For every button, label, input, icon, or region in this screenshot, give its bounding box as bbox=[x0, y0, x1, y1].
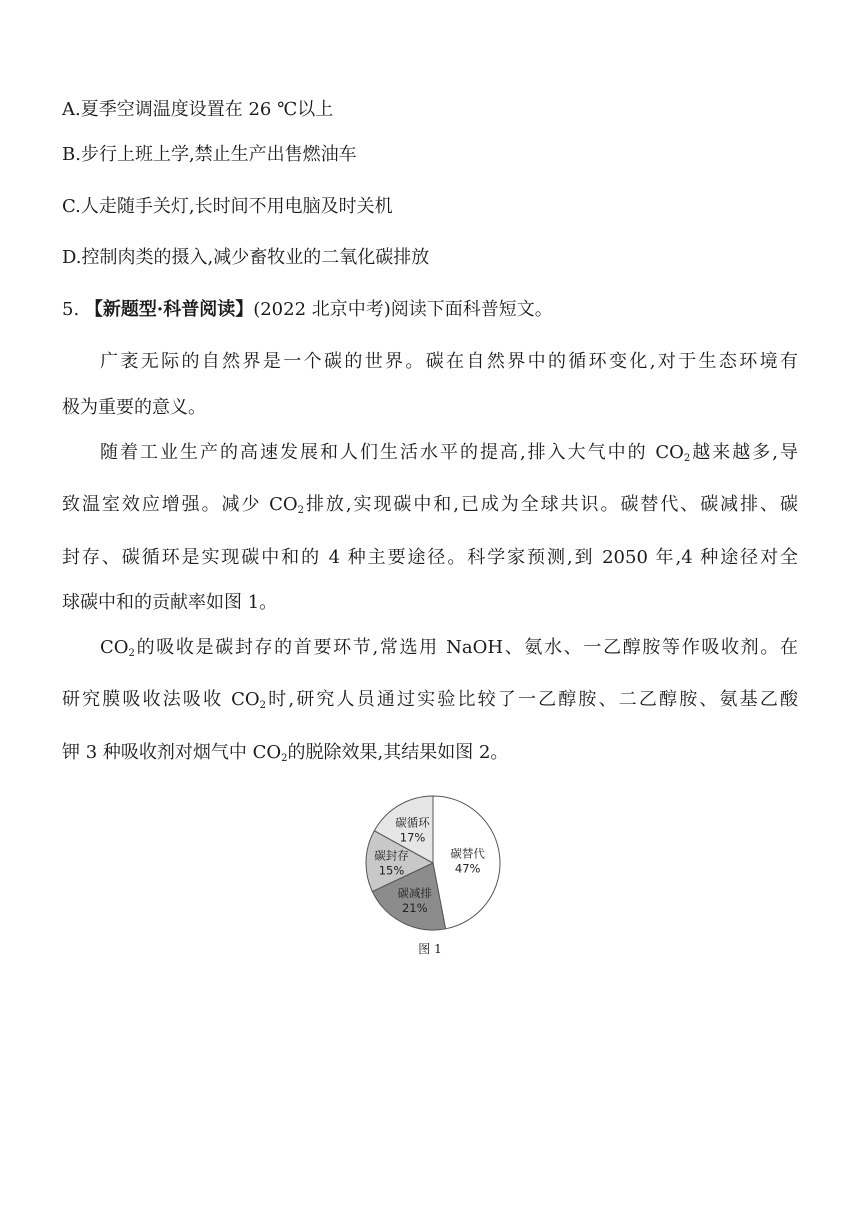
text-run: 致温室效应增强。减少 CO bbox=[62, 494, 298, 515]
pie-slice-value-label: 47% bbox=[454, 861, 481, 876]
text-run: 研究膜吸收法吸收 CO bbox=[62, 689, 260, 710]
figure-1-caption: 图 1 bbox=[418, 942, 442, 956]
paragraph-line: 广袤无际的自然界是一个碳的世界。碳在自然界中的循环变化,对于生态环境有 bbox=[100, 351, 798, 372]
pie-slice-value-label: 17% bbox=[399, 830, 426, 845]
text-run: 的脱除效果,其结果如图 2。 bbox=[287, 742, 509, 763]
text-run: 随着工业生产的高速发展和人们生活水平的提高,排入大气中的 CO bbox=[100, 442, 684, 463]
question-5-header bbox=[62, 298, 553, 322]
paragraph-line bbox=[62, 688, 798, 712]
paragraph-line bbox=[100, 636, 798, 660]
paragraph-line: 极为重要的意义。 bbox=[62, 397, 206, 418]
text-run: CO bbox=[100, 637, 129, 658]
paragraph-line: 封存、碳循环是实现碳中和的 4 种主要途径。科学家预测,到 2050 年,4 种途径对全 bbox=[62, 547, 798, 568]
pie-slice-value-label: 15% bbox=[378, 863, 405, 878]
question-tag: 【新题型·科普阅读】 bbox=[84, 299, 254, 320]
subscript: 2 bbox=[297, 505, 305, 516]
pie-slice-value-label: 21% bbox=[401, 900, 428, 915]
pie-slice-category-label: 碳替代 bbox=[450, 846, 485, 861]
option-a: A.夏季空调温度设置在 26 ℃以上 bbox=[62, 99, 334, 120]
subscript: 2 bbox=[281, 753, 288, 764]
option-d: D.控制肉类的摄入,减少畜牧业的二氧化碳排放 bbox=[62, 247, 430, 268]
pie-slice-category-label: 碳封存 bbox=[374, 848, 409, 863]
subscript: 2 bbox=[683, 453, 691, 464]
paragraph-line: 球碳中和的贡献率如图 1。 bbox=[62, 592, 278, 613]
paragraph-line bbox=[100, 441, 798, 465]
question-number: 5. bbox=[62, 299, 80, 320]
pie-slice-category-label: 碳循环 bbox=[395, 815, 430, 830]
text-run: 排放,实现碳中和,已成为全球共识。碳替代、碳减排、碳 bbox=[304, 494, 798, 515]
question-source: (2022 北京中考)阅读下面科普短文。 bbox=[253, 299, 553, 320]
subscript: 2 bbox=[259, 700, 267, 711]
paragraph-line bbox=[62, 493, 798, 517]
option-b: B.步行上班上学,禁止生产出售燃油车 bbox=[62, 144, 357, 165]
text-run: 钾 3 种吸收剂对烟气中 CO bbox=[62, 742, 282, 763]
option-c: C.人走随手关灯,长时间不用电脑及时关机 bbox=[62, 196, 393, 217]
subscript: 2 bbox=[128, 648, 135, 659]
pie-slice-category-label: 碳减排 bbox=[397, 885, 432, 900]
text-run: 的吸收是碳封存的首要环节,常选用 NaOH、氨水、一乙醇胺等作吸收剂。在 bbox=[134, 637, 798, 658]
pie-chart-figure-1 bbox=[358, 788, 508, 938]
text-run: 时,研究人员通过实验比较了一乙醇胺、二乙醇胺、氨基乙酸 bbox=[266, 689, 798, 710]
paragraph-line bbox=[62, 741, 798, 765]
text-run: 越来越多,导 bbox=[690, 442, 798, 463]
